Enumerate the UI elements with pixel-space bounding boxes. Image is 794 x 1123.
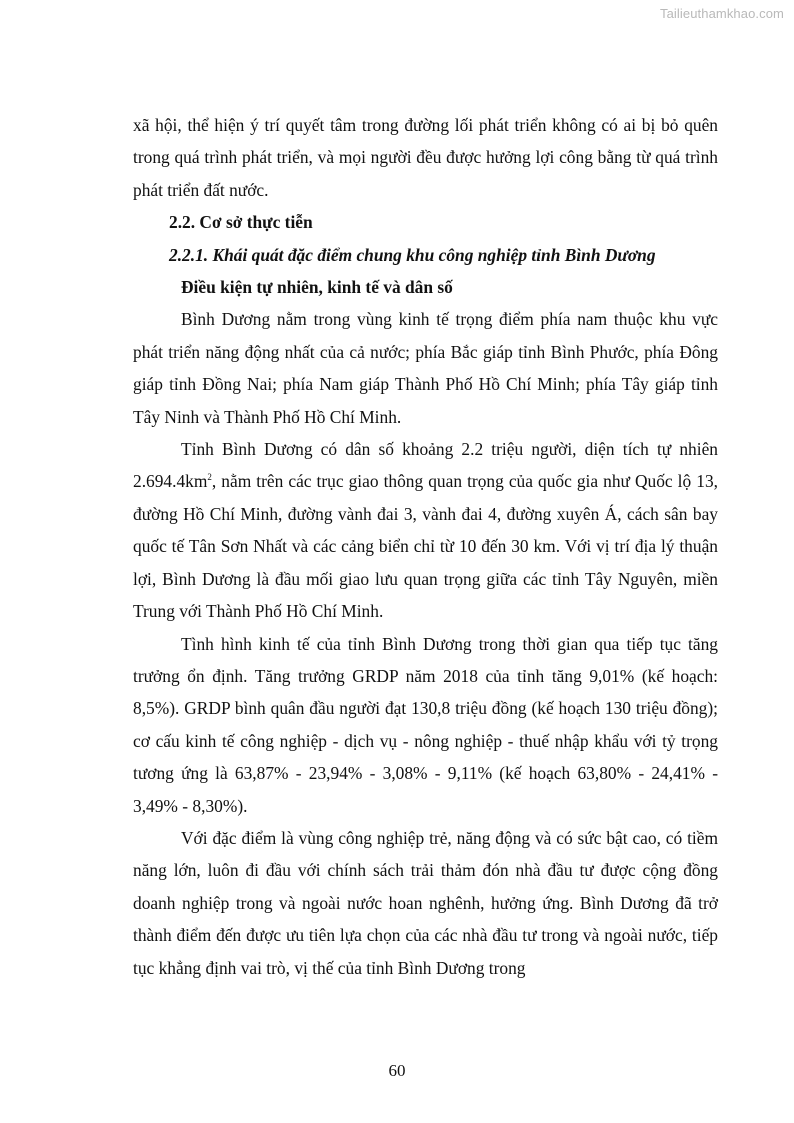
population-text-end: , nằm trên các trục giao thông quan trọng của quốc gia như Quốc lộ 13, đường Hồ Chí Minh, đường vành đai 3, vành đai 4, đường xuyên Á, cách sân bay quốc tế Tân Sơn Nhất và các cảng biển chỉ từ 10 đến 30 km. Với vị trí địa lý thuận lợi, Bình Dương là đầu mối giao lưu quan trọng giữa các tỉnh Tây Nguyên, miền Trung với Thành Phố Hồ Chí Minh. (133, 471, 718, 622)
page-number: 60 (388, 1061, 406, 1080)
paragraph-population (133, 433, 718, 627)
document-body (133, 109, 718, 984)
population-text-start: Tỉnh Bình Dương có dân số khoảng 2.2 triệu người, diện tích tự nhiên 2.694.4km (133, 439, 718, 492)
area-unit-superscript: 2 (207, 472, 212, 483)
paragraph-economy: Tình hình kinh tế của tỉnh Bình Dương trong thời gian qua tiếp tục tăng trưởng ổn định. Tăng trưởng GRDP năm 2018 của tỉnh tăng 9,01% (kế hoạch: 8,5%). GRDP bình quân đầu người đạt 130,8 triệu đồng (kế hoạch 130 triệu đồng); cơ cấu kinh tế công nghiệp - dịch vụ - nông nghiệp - thuế nhập khẩu với tỷ trọng tương ứng là 63,87% - 23,94% - 3,08% - 9,11% (kế hoạch 63,80% - 24,41% - 3,49% - 8,30%). (133, 633, 718, 816)
section-heading: 2.2. Cơ sở thực tiễn (169, 212, 313, 233)
watermark: Tailieuthamkhao.com (659, 6, 784, 21)
paragraph-investment: Với đặc điểm là vùng công nghiệp trẻ, năng động và có sức bật cao, có tiềm năng lớn, luôn đi đầu với chính sách trải thảm đón nhà đầu tư được cộng đồng doanh nghiệp trong và ngoài nước hoan nghênh, hưởng ứng. Bình Dương đã trở thành điểm đến được ưu tiên lựa chọn của các nhà đầu tư trong và ngoài nước, tiếp tục khẳng định vai trò, vị thế của tỉnh Bình Dương trong (133, 827, 718, 978)
topic-heading: Điều kiện tự nhiên, kinh tế và dân số (181, 277, 453, 298)
paragraph-continued: xã hội, thể hiện ý trí quyết tâm trong đường lối phát triển không có ai bị bỏ quên trong quá trình phát triển, và mọi người đều được hưởng lợi công bằng từ quá trình phát triển đất nước. (133, 115, 718, 200)
subsection-heading: 2.2.1. Khái quát đặc điểm chung khu công nghiệp tỉnh Bình Dương (169, 244, 656, 265)
paragraph-location: Bình Dương nằm trong vùng kinh tế trọng điểm phía nam thuộc khu vực phát triển năng động nhất của cả nước; phía Bắc giáp tỉnh Bình Phước, phía Đông giáp tỉnh Đồng Nai; phía Nam giáp Thành Phố Hồ Chí Minh; phía Tây giáp tỉnh Tây Ninh và Thành Phố Hồ Chí Minh. (133, 309, 718, 427)
